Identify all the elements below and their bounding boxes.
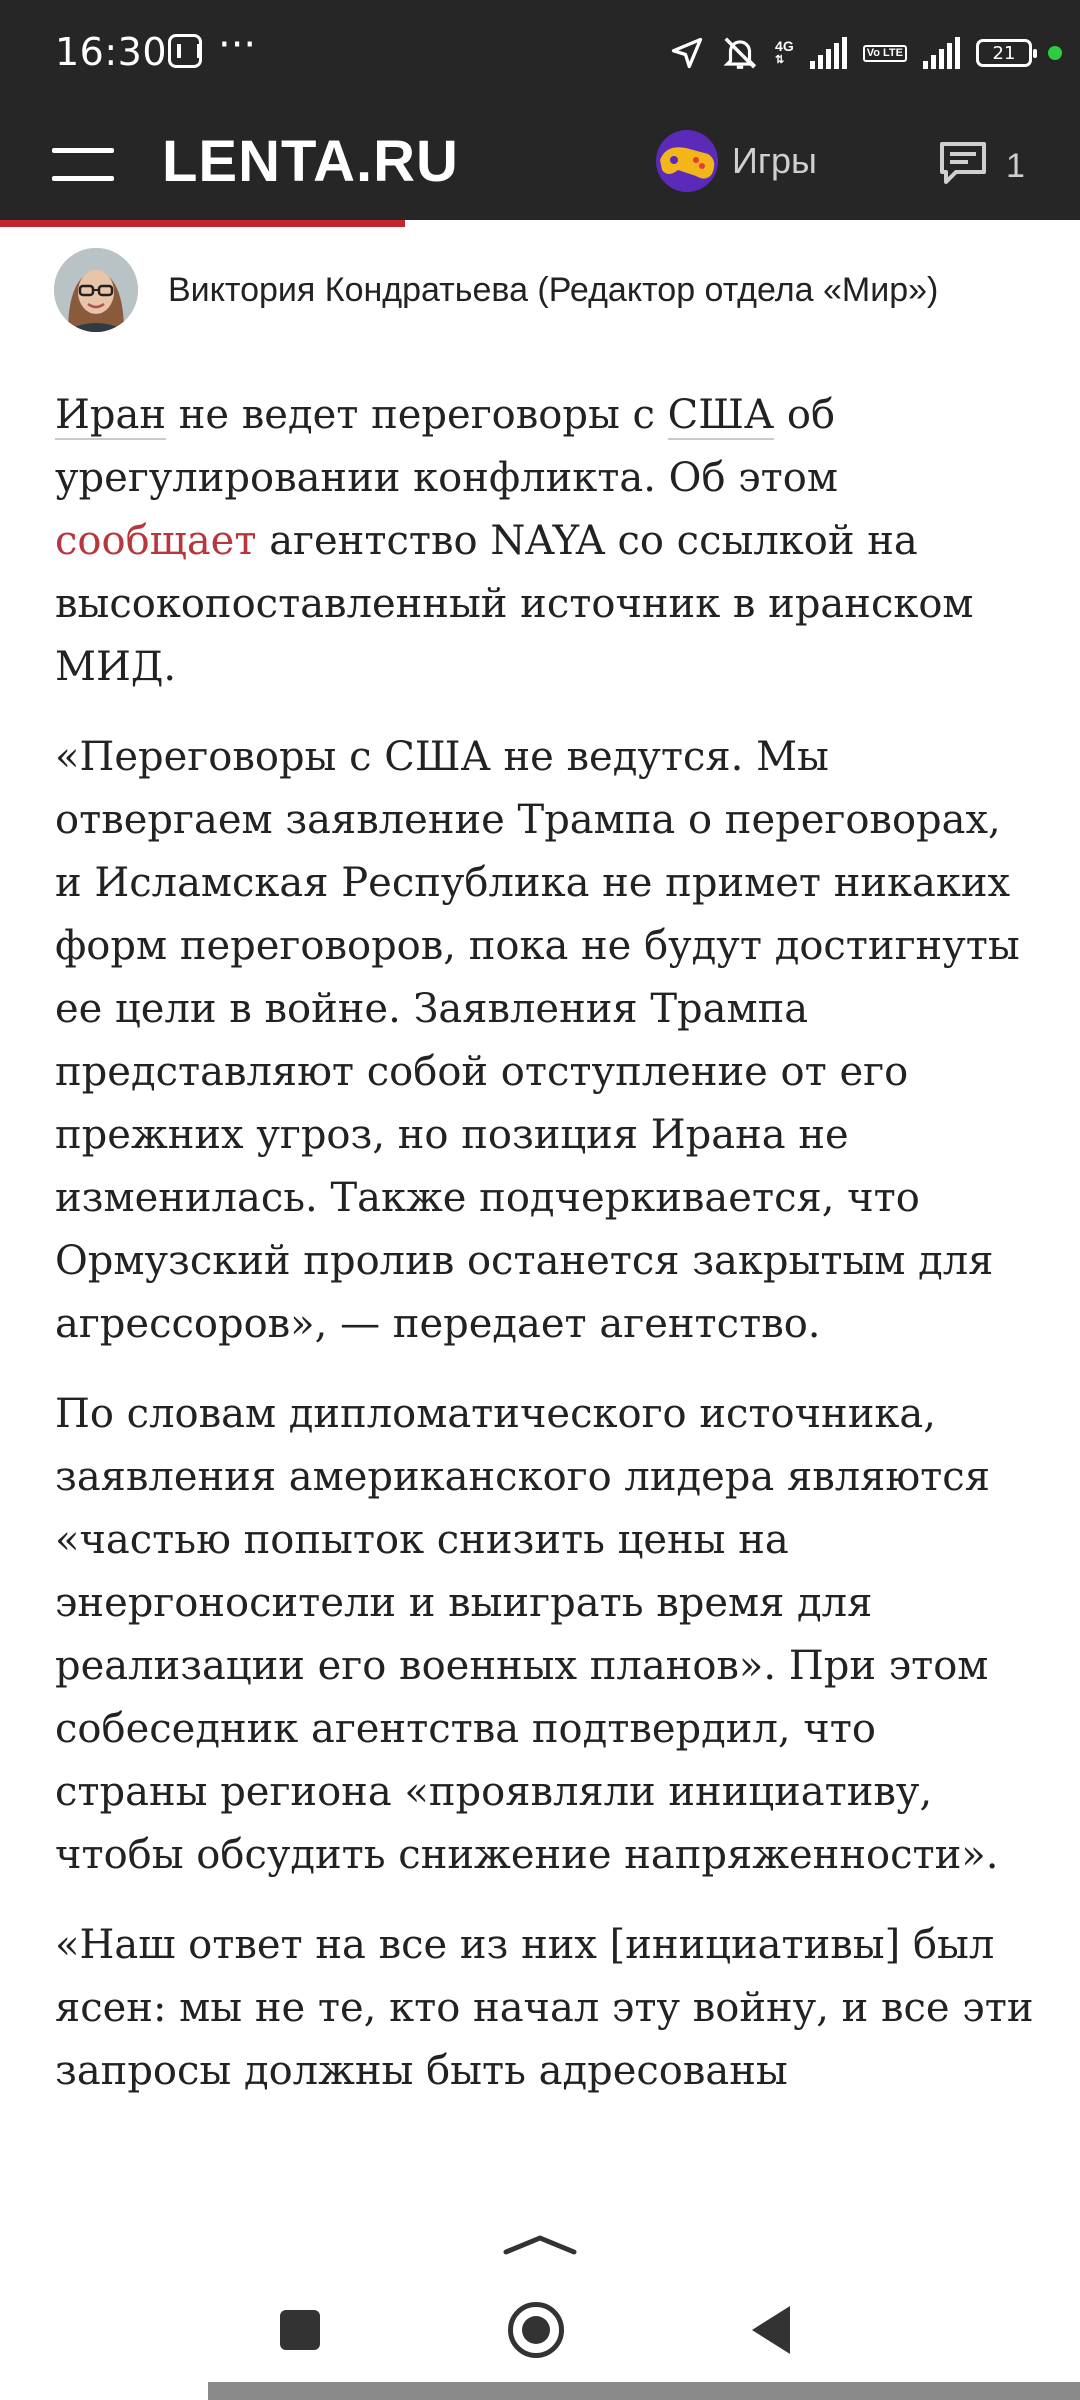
signal-strength-2-icon [923,37,960,69]
article-paragraph-1 [55,384,1035,699]
more-notifications-icon: ··· [218,22,257,68]
home-button[interactable] [508,2302,564,2358]
gamepad-icon [656,130,718,192]
status-bar [0,0,1080,108]
text-segment: не ведет переговоры с [166,392,668,438]
battery-level: 21 [992,42,1016,64]
link-usa[interactable]: США [667,392,775,438]
scroll-up-chevron-icon[interactable] [502,2230,578,2260]
games-link[interactable] [656,126,817,196]
recent-apps-button[interactable] [280,2310,320,2350]
text-segment: об урегулировании конфликта. Об этом [55,392,838,501]
reading-progress-fill [0,220,405,227]
link-iran[interactable]: Иран [55,392,166,438]
scroll-indicator [208,2382,1080,2400]
status-icons [669,28,1062,78]
comments-count: 1 [1006,146,1025,185]
article-paragraph-2: «Переговоры с США не ведутся. Мы отвергаем заявление Трампа о переговорах, и Исламская Республика не примет никаких форм переговоров, пока не будут достигнуты ее цели в войне. Заявления Трампа представляют собой отступление от его прежних угроз, но позиция Ирана не изменилась. Также подчеркивается, что Ормузский пролив останется закрытым для агрессоров», — передает агентство. [55,734,1020,1347]
author-name: Виктория Кондратьева (Редактор отдела «Мир») [168,270,939,309]
volte-icon: Vo LTE [863,45,907,62]
reading-progress-bar [0,220,1080,227]
bell-muted-icon [721,34,759,72]
text-segment: агентство NAYA со ссылкой на высокопоставленный источник в иранском МИД. [55,518,974,690]
site-header [0,108,1080,220]
author-avatar [54,248,138,332]
author-block[interactable] [54,248,938,332]
status-time: 16:30 [55,30,168,74]
menu-button[interactable] [52,142,114,188]
link-source[interactable]: сообщает [55,518,257,564]
app-notification-icon [168,34,202,68]
comments-button[interactable] [938,136,1025,196]
network-type-icon: 4G ⇅ [775,38,794,66]
site-logo[interactable]: LENTA.RU [162,129,459,194]
article-body [55,384,1035,2130]
home-dot-icon [522,2316,550,2344]
battery-icon [976,39,1032,67]
system-navigation-bar [0,2262,1080,2400]
signal-strength-icon [810,37,847,69]
content-fade [0,2160,1080,2224]
back-button[interactable] [752,2306,790,2354]
privacy-indicator-dot [1048,46,1062,60]
comment-icon [938,140,988,193]
games-label: Игры [732,140,817,181]
network-type-label: 4G [775,38,794,54]
article-paragraph-4: «Наш ответ на все из них [инициативы] был ясен: мы не те, кто начал эту войну, и все эти запросы должны быть адресованы [55,1922,1034,2094]
navigation-arrow-icon [669,35,705,71]
article-paragraph-3: По словам дипломатического источника, заявления американского лидера являются «частью попыток снизить цены на энергоносители и выиграть время для реализации его военных планов». При этом собеседник агентства подтвердил, что страны региона «проявляли инициативу, чтобы обсудить снижение напряженности». [55,1391,999,1878]
